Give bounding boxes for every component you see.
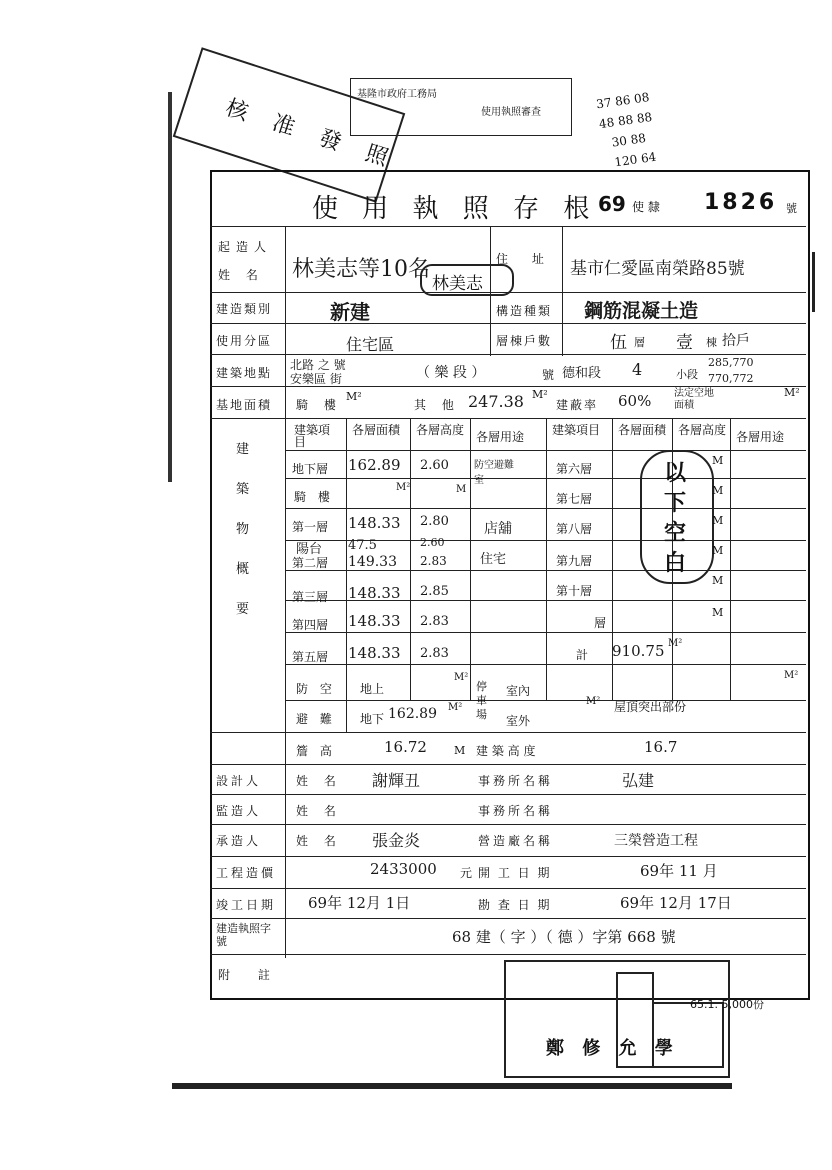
households-extra: 拾戶 [722, 333, 750, 349]
label-contractor: 承造人 [216, 834, 262, 848]
floor1-area: 148.33 [348, 514, 401, 532]
row-line [210, 824, 806, 825]
unit-m-right-1: M [712, 454, 724, 467]
unit-m-right-3: M [712, 514, 724, 527]
col-line [346, 418, 347, 732]
top-stamp-right [595, 69, 766, 180]
label-roof-protrusion: 屋頂突出部份 [614, 700, 687, 714]
floor2-label-extra: 陽台 [296, 542, 323, 557]
label-floor-8: 第八層 [556, 522, 593, 536]
row-line [210, 418, 806, 419]
header-item: 建築項目 [294, 423, 331, 449]
label-underground: 地下 [360, 712, 385, 726]
header-use-right: 各層用途 [736, 430, 785, 444]
floors-unit: 層 [634, 336, 645, 349]
label-floor-10: 第十層 [556, 584, 593, 598]
top-stamp-right-line3: 30 88 [610, 130, 647, 150]
floor4-area: 148.33 [348, 612, 401, 630]
label-cost: 工程造價 [216, 866, 277, 880]
label-designer-name: 姓 名 [296, 774, 342, 788]
applicant-name: 林美志等10名 [292, 257, 430, 282]
roof-unit: M² [784, 670, 799, 681]
structure-type-value: 鋼筋混凝土造 [584, 300, 699, 322]
eave-height-unit: M [454, 744, 466, 757]
label-parking: 停車場 [476, 680, 487, 721]
left-edge-mark [168, 92, 172, 482]
row-line [210, 888, 806, 889]
label-start-date: 開 工 日 期 [478, 866, 552, 880]
applicant-address: 基市仁愛區南榮路85號 [570, 259, 745, 279]
label-floor-x: 層 [594, 616, 607, 630]
lot-value: 4 [632, 360, 643, 379]
permit-suffix: 號 [786, 202, 797, 215]
floor2-area: 149.33 [348, 554, 397, 570]
col-line [285, 226, 286, 958]
basement-use: 防空避難室 [474, 460, 514, 486]
cost-unit: 元 [460, 866, 473, 880]
floor1-use: 店舖 [484, 521, 512, 537]
applicant-seal [420, 264, 514, 296]
top-stamp-right-line2: 48 88 88 [598, 109, 654, 132]
label-floor-4: 第四層 [292, 618, 329, 632]
label-floor-1: 第一層 [292, 520, 329, 534]
label-legal-open-space: 法定空地面積 [674, 388, 714, 411]
label-site-area: 基地面積 [216, 398, 273, 412]
label-sub-lot: 小段 [676, 368, 698, 381]
label-floor-9: 第九層 [556, 554, 593, 568]
label-basement: 地下層 [292, 462, 329, 476]
use-zone-value: 住宅區 [346, 335, 395, 354]
floor3-area: 148.33 [348, 584, 401, 602]
applicant-seal-text: 林美志 [432, 274, 483, 294]
designer-name: 謝輝丑 [372, 771, 421, 790]
col-line [410, 418, 411, 700]
label-designer-office: 事務所名稱 [478, 774, 554, 788]
unit-m-right-4: M [712, 544, 724, 557]
row-line [210, 856, 806, 857]
label-building-height: 建 築 高 度 [476, 744, 536, 758]
start-date-value: 69年 11 月 [640, 862, 718, 880]
label-air-raid: 防 空 [296, 682, 336, 696]
label-structure-type: 構造種類 [496, 304, 553, 318]
permit-year: 69 [598, 192, 626, 216]
permit-no-value: 68 建（ 字 ）（ 德 ）字第 668 號 [452, 928, 676, 946]
row-line [210, 794, 806, 795]
label-supervisor: 監造人 [216, 804, 262, 818]
label-floor-7: 第七層 [556, 492, 593, 506]
site-location-line1: 北路 之 號 [290, 358, 346, 372]
above-ground-unit: M² [454, 672, 469, 683]
label-indoor: 室內 [506, 684, 531, 698]
label-other: 其 他 [414, 398, 460, 412]
label-supervisor-name: 姓 名 [296, 804, 342, 818]
row-line [285, 700, 806, 701]
side-label: 建 築 物 概 要 [236, 442, 250, 617]
contractor-firm: 三榮營造工程 [614, 833, 698, 849]
bottom-seal-text: 鄭 修 允 學 [546, 1038, 679, 1059]
form-title: 使 用 執 照 存 根 [312, 194, 598, 224]
label-contractor-firm: 營造廠名稱 [478, 834, 554, 848]
completion-date-value: 69年 12月 1日 [308, 894, 411, 912]
section-value: 德和段 [562, 366, 602, 381]
top-stamp-right-line1: 37 86 08 [595, 90, 651, 112]
arcade-area-unit: M² [396, 482, 411, 493]
top-stamp-left-text: 核 准 發 照 [222, 95, 401, 175]
site-area-other-value: 247.38 [468, 392, 524, 411]
top-stamp-middle-line1: 基隆市政府工務局 [357, 89, 437, 100]
label-name: 姓 名 [218, 268, 264, 282]
col-line [562, 226, 563, 356]
row-line [210, 764, 806, 765]
sub-lot-no-2: 770,772 [708, 372, 754, 385]
designer-office: 弘建 [622, 771, 655, 790]
print-note: 65.1. 5,000份 [690, 998, 764, 1011]
label-coverage: 建蔽率 [556, 398, 599, 412]
permit-word: 使 隸 [632, 200, 660, 214]
label-floor-5: 第五層 [292, 650, 329, 664]
label-outdoor: 室外 [506, 714, 531, 728]
col-line [546, 418, 547, 700]
floor1-height: 2.80 [420, 514, 449, 529]
site-area-arcade-unit: M² [346, 390, 362, 403]
label-floors-households: 層棟戶數 [496, 334, 553, 348]
inspect-date-value: 69年 12月 17日 [620, 894, 732, 912]
total-area-unit: M² [668, 638, 683, 649]
row-line [210, 954, 806, 955]
building-type-value: 新建 [330, 300, 370, 324]
floor2-area-extra: 47.5 [348, 538, 377, 553]
top-stamp-middle-line2: 使用執照審查 [481, 107, 541, 118]
label-use-zone: 使用分區 [216, 334, 273, 348]
label-site-location: 建築地點 [216, 366, 273, 380]
label-road-no: 號 [542, 368, 555, 382]
label-designer: 設計人 [216, 774, 262, 788]
floor2-height-extra: 2.60 [420, 536, 445, 549]
label-floor-2: 第二層 [292, 556, 329, 570]
row-line [210, 323, 806, 324]
site-area-other-unit: M² [532, 388, 548, 401]
label-inspect-date: 勘 查 日 期 [478, 898, 552, 912]
right-edge-mark [812, 252, 829, 312]
basement-area: 162.89 [348, 456, 401, 474]
floor3-height: 2.85 [420, 584, 449, 599]
unit-m-right-6: M [712, 606, 724, 619]
label-floor-3: 第三層 [292, 590, 329, 604]
permit-number: 1826 [704, 190, 778, 215]
bottom-seal [504, 960, 730, 1078]
cost-value: 2433000 [370, 860, 437, 878]
header-height: 各層高度 [416, 423, 465, 437]
label-above-ground: 地上 [360, 682, 385, 696]
top-stamp-middle [350, 78, 572, 136]
site-location-line2: 安樂區 街 [290, 372, 342, 386]
label-remarks: 附 註 [218, 968, 282, 982]
label-total: 計 [576, 648, 589, 662]
legal-open-space-unit: M² [784, 386, 800, 399]
header-area-right: 各層面積 [618, 423, 667, 437]
header-use: 各層用途 [476, 430, 525, 444]
label-arcade: 騎 樓 [296, 398, 342, 412]
floor2-height: 2.83 [420, 554, 447, 568]
row-line [210, 918, 806, 919]
unit-m-right-5: M [712, 574, 724, 587]
households-value: 壹 [676, 333, 693, 353]
row-line [210, 226, 806, 227]
floor5-area: 148.33 [348, 644, 401, 662]
label-completion: 竣工日期 [216, 898, 277, 912]
underground-unit: M² [448, 702, 463, 713]
label-address: 住 址 [496, 252, 554, 266]
arcade-height-unit: M [456, 484, 467, 495]
floor4-height: 2.83 [420, 614, 449, 629]
label-eave-height: 簷 高 [296, 744, 336, 758]
label-floor-6: 第六層 [556, 462, 593, 476]
parking-unit: M² [586, 696, 601, 707]
row-line [210, 354, 806, 355]
label-arcade-row: 騎 樓 [294, 490, 334, 504]
label-applicant: 起造人 [218, 240, 273, 254]
col-line [470, 418, 471, 700]
building-height-value: 16.7 [644, 738, 678, 756]
header-area: 各層面積 [352, 423, 401, 437]
label-shelter: 避 難 [296, 712, 336, 726]
col-line [730, 418, 731, 700]
unit-m-right-2: M [712, 484, 724, 497]
blank-mark-text: 以下空白 [664, 460, 687, 576]
floor5-height: 2.83 [420, 646, 449, 661]
label-permit-no: 建造執照字號 [216, 922, 271, 948]
total-area: 910.75 [612, 642, 665, 660]
bottom-edge-mark [172, 1083, 732, 1089]
contractor-name: 張金炎 [372, 831, 421, 850]
eave-height-value: 16.72 [384, 738, 427, 756]
shelter-underground-value: 162.89 [388, 706, 437, 722]
site-location-paren: （ 樂 段 ） [416, 365, 486, 381]
floors-value: 伍 [610, 333, 627, 353]
label-supervisor-office: 事務所名稱 [478, 804, 554, 818]
households-unit: 棟 [706, 336, 717, 349]
sub-lot-no-1: 285,770 [708, 356, 754, 369]
top-stamp-right-line4: 120 64 [613, 149, 658, 170]
coverage-value: 60% [618, 392, 652, 410]
header-height-right: 各層高度 [678, 423, 727, 437]
row-line [210, 732, 806, 733]
header-item-right: 建築項目 [552, 423, 601, 437]
blank-mark [640, 450, 714, 584]
label-contractor-name: 姓 名 [296, 834, 342, 848]
label-building-type: 建造類別 [216, 302, 273, 316]
floor2-use: 住宅 [480, 552, 507, 567]
basement-height: 2.60 [420, 458, 449, 473]
